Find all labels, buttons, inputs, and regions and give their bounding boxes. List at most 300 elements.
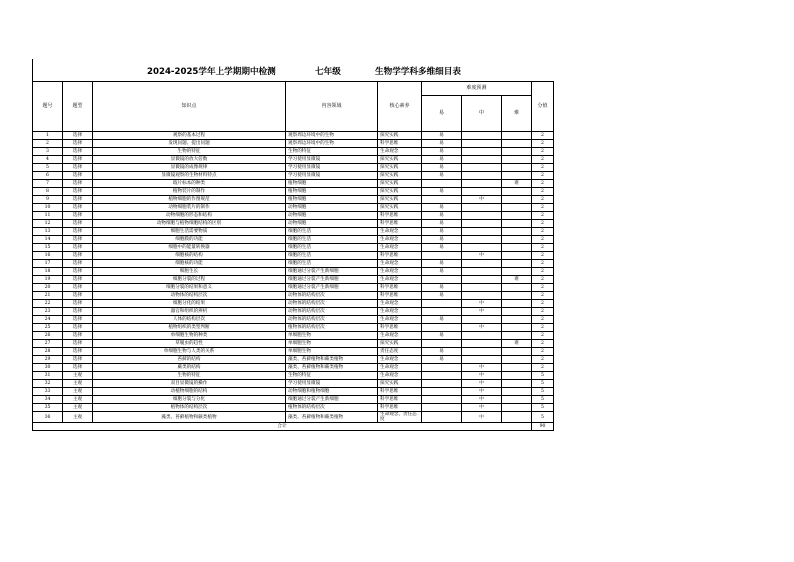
- cell-hard: [502, 252, 532, 260]
- cell-domain: 动物细胞: [286, 212, 378, 220]
- title-school-year: 2024-2025学年上学期期中检测: [147, 67, 276, 77]
- cell-hard: [502, 316, 532, 324]
- cell-score: 2: [532, 140, 554, 148]
- cell-score: 2: [532, 356, 554, 364]
- cell-score: 2: [532, 276, 554, 284]
- table-row: [33, 148, 554, 156]
- table-row: [33, 404, 554, 412]
- cell-easy: [422, 364, 462, 372]
- cell-literacy: 生命观念: [378, 260, 422, 268]
- cell-score: 5: [532, 396, 554, 404]
- cell-knowledge: 显微镜的放大倍数: [93, 156, 286, 164]
- cell-score: 5: [532, 388, 554, 396]
- cell-domain: 动物细胞: [286, 220, 378, 228]
- cell-num: 29: [33, 356, 63, 364]
- cell-hard: [502, 268, 532, 276]
- cell-hard: [502, 396, 532, 404]
- cell-knowledge: 细胞分化的结果: [93, 300, 286, 308]
- table-row: [33, 340, 554, 348]
- cell-literacy: 探究实践: [378, 380, 422, 388]
- table-row: [33, 364, 554, 372]
- cell-num: 35: [33, 404, 63, 412]
- table-row: [33, 332, 554, 340]
- cell-hard: [502, 332, 532, 340]
- table-row: [33, 348, 554, 356]
- cell-score: 5: [532, 380, 554, 388]
- cell-num: 31: [33, 372, 63, 380]
- cell-score: 2: [532, 196, 554, 204]
- cell-num: 17: [33, 260, 63, 268]
- cell-domain: 藻类、苔藓植物和蕨类植物: [286, 412, 378, 423]
- cell-type: 选择: [63, 316, 93, 324]
- cell-domain: 学习使用显微镜: [286, 164, 378, 172]
- cell-domain: 动物体的结构层次: [286, 300, 378, 308]
- cell-knowledge: 器官和组织的辨析: [93, 308, 286, 316]
- cell-type: 主观: [63, 372, 93, 380]
- cell-literacy: 生命观念: [378, 308, 422, 316]
- table-row: [33, 276, 554, 284]
- cell-easy: [422, 412, 462, 423]
- cell-medium: [462, 164, 502, 172]
- cell-type: 主观: [63, 412, 93, 423]
- cell-domain: 生物的特征: [286, 148, 378, 156]
- cell-num: 22: [33, 300, 63, 308]
- cell-medium: [462, 316, 502, 324]
- cell-hard: [502, 156, 532, 164]
- cell-easy: 易: [422, 212, 462, 220]
- cell-literacy: 生命观念: [378, 332, 422, 340]
- cell-domain: 植物体的结构层次: [286, 404, 378, 412]
- cell-hard: [502, 236, 532, 244]
- cell-domain: 学习使用显微镜: [286, 156, 378, 164]
- cell-type: 选择: [63, 292, 93, 300]
- table-row: [33, 228, 554, 236]
- cell-literacy: 科学思维: [378, 252, 422, 260]
- cell-medium: [462, 132, 502, 140]
- cell-score: 2: [532, 164, 554, 172]
- cell-hard: [502, 244, 532, 252]
- table-row: [33, 244, 554, 252]
- cell-easy: 易: [422, 140, 462, 148]
- spec-sheet: [32, 64, 553, 431]
- cell-hard: [502, 348, 532, 356]
- cell-easy: 易: [422, 284, 462, 292]
- cell-score: 2: [532, 284, 554, 292]
- cell-score: 2: [532, 364, 554, 372]
- title-row: [32, 64, 553, 81]
- cell-medium: [462, 188, 502, 196]
- cell-literacy: 生命观念: [378, 300, 422, 308]
- cell-hard: [502, 204, 532, 212]
- cell-domain: 细胞通过分裂产生新细胞: [286, 276, 378, 284]
- cell-medium: 中: [462, 372, 502, 380]
- table-row: [33, 212, 554, 220]
- table-row: [33, 180, 554, 188]
- cell-knowledge: 植物装片的制作: [93, 188, 286, 196]
- header-medium: 中: [462, 96, 502, 132]
- cell-hard: [502, 284, 532, 292]
- cell-type: 主观: [63, 396, 93, 404]
- cell-literacy: 探究实践: [378, 196, 422, 204]
- cell-num: 14: [33, 236, 63, 244]
- cell-knowledge: 植物细胞的作图规范: [93, 196, 286, 204]
- cell-easy: [422, 396, 462, 404]
- cell-num: 36: [33, 412, 63, 423]
- cell-num: 28: [33, 348, 63, 356]
- cell-hard: 难: [502, 180, 532, 188]
- cell-easy: 易: [422, 228, 462, 236]
- cell-num: 30: [33, 364, 63, 372]
- cell-score: 2: [532, 260, 554, 268]
- cell-domain: 观察周边环境中的生物: [286, 140, 378, 148]
- cell-literacy: 生命观念: [378, 148, 422, 156]
- cell-type: 选择: [63, 284, 93, 292]
- cell-medium: 中: [462, 196, 502, 204]
- cell-literacy: 探究实践: [378, 172, 422, 180]
- cell-easy: [422, 300, 462, 308]
- cell-literacy: 生命观念: [378, 372, 422, 380]
- cell-domain: 细胞的生活: [286, 260, 378, 268]
- cell-score: 2: [532, 324, 554, 332]
- cell-medium: [462, 140, 502, 148]
- cell-score: 2: [532, 244, 554, 252]
- header-difficulty: 难度预测: [422, 82, 532, 96]
- cell-domain: 动物细胞: [286, 204, 378, 212]
- cell-knowledge: 细胞分裂的过程: [93, 276, 286, 284]
- cell-num: 3: [33, 148, 63, 156]
- cell-easy: 易: [422, 188, 462, 196]
- cell-type: 选择: [63, 140, 93, 148]
- cell-literacy: 探究实践: [378, 156, 422, 164]
- cell-type: 选择: [63, 356, 93, 364]
- table-row: [33, 372, 554, 380]
- cell-score: 2: [532, 300, 554, 308]
- header-num: 题号: [33, 82, 63, 132]
- cell-domain: 动物体的结构层次: [286, 308, 378, 316]
- cell-knowledge: 动物细胞与植物细胞结构的区别: [93, 220, 286, 228]
- cell-medium: 中: [462, 300, 502, 308]
- cell-medium: [462, 212, 502, 220]
- cell-score: 2: [532, 332, 554, 340]
- cell-score: 2: [532, 228, 554, 236]
- table-row: [33, 396, 554, 404]
- cell-type: 选择: [63, 212, 93, 220]
- spec-table: [32, 81, 554, 431]
- cell-medium: 中: [462, 308, 502, 316]
- table-row: [33, 284, 554, 292]
- cell-domain: 藻类、苔藓植物和蕨类植物: [286, 364, 378, 372]
- cell-type: 选择: [63, 172, 93, 180]
- cell-num: 12: [33, 220, 63, 228]
- cell-hard: [502, 388, 532, 396]
- cell-domain: 细胞通过分裂产生新细胞: [286, 284, 378, 292]
- cell-easy: 易: [422, 164, 462, 172]
- cell-num: 32: [33, 380, 63, 388]
- table-row: [33, 260, 554, 268]
- cell-score: 2: [532, 348, 554, 356]
- table-row: [33, 308, 554, 316]
- table-row: [33, 268, 554, 276]
- cell-num: 23: [33, 308, 63, 316]
- cell-medium: 中: [462, 380, 502, 388]
- cell-medium: 中: [462, 364, 502, 372]
- table-row: [33, 316, 554, 324]
- cell-medium: [462, 148, 502, 156]
- cell-easy: 易: [422, 260, 462, 268]
- cell-type: 选择: [63, 340, 93, 348]
- cell-easy: 易: [422, 316, 462, 324]
- cell-knowledge: 动物细胞的形态和结构: [93, 212, 286, 220]
- cell-score: 2: [532, 180, 554, 188]
- cell-medium: [462, 180, 502, 188]
- cell-medium: [462, 284, 502, 292]
- table-row: [33, 140, 554, 148]
- cell-knowledge: 玻片标本的种类: [93, 180, 286, 188]
- cell-domain: 单细胞生物: [286, 348, 378, 356]
- cell-knowledge: 生物的特征: [93, 148, 286, 156]
- cell-knowledge: 发现问题、提出问题: [93, 140, 286, 148]
- cell-medium: [462, 172, 502, 180]
- cell-literacy: 生命观念: [378, 236, 422, 244]
- header-easy: 易: [422, 96, 462, 132]
- cell-num: 33: [33, 388, 63, 396]
- cell-easy: 易: [422, 348, 462, 356]
- cell-knowledge: 蕨类的结构: [93, 364, 286, 372]
- cell-score: 2: [532, 204, 554, 212]
- cell-hard: [502, 228, 532, 236]
- cell-num: 25: [33, 324, 63, 332]
- table-row: [33, 156, 554, 164]
- cell-medium: [462, 332, 502, 340]
- cell-num: 6: [33, 172, 63, 180]
- cell-literacy: 科学思维: [378, 212, 422, 220]
- cell-domain: 细胞的生活: [286, 252, 378, 260]
- table-row: [33, 412, 554, 423]
- cell-medium: [462, 260, 502, 268]
- cell-num: 26: [33, 332, 63, 340]
- cell-easy: 易: [422, 236, 462, 244]
- cell-easy: [422, 380, 462, 388]
- cell-hard: [502, 148, 532, 156]
- cell-hard: [502, 404, 532, 412]
- cell-type: 选择: [63, 308, 93, 316]
- cell-easy: [422, 276, 462, 284]
- cell-domain: 单细胞生物: [286, 340, 378, 348]
- cell-domain: 藻类、苔藓植物和蕨类植物: [286, 356, 378, 364]
- title-subject: 生物学学科多维细目表: [375, 67, 461, 77]
- cell-knowledge: 动物细胞装片的制作: [93, 204, 286, 212]
- cell-num: 19: [33, 276, 63, 284]
- cell-type: 选择: [63, 268, 93, 276]
- table-row: [33, 380, 554, 388]
- cell-domain: 细胞通过分裂产生新细胞: [286, 396, 378, 404]
- cell-score: 2: [532, 252, 554, 260]
- cell-knowledge: 细胞核的结构: [93, 252, 286, 260]
- cell-type: 主观: [63, 388, 93, 396]
- cell-num: 4: [33, 156, 63, 164]
- cell-easy: [422, 252, 462, 260]
- total-score: 90: [532, 423, 554, 431]
- cell-knowledge: 细胞核的功能: [93, 260, 286, 268]
- cell-domain: 学习使用显微镜: [286, 172, 378, 180]
- cell-type: 选择: [63, 276, 93, 284]
- cell-score: 2: [532, 156, 554, 164]
- cell-easy: [422, 388, 462, 396]
- cell-type: 选择: [63, 300, 93, 308]
- cell-literacy: 科学思维: [378, 220, 422, 228]
- cell-num: 2: [33, 140, 63, 148]
- header-literacy: 核心素养: [378, 82, 422, 132]
- cell-hard: [502, 132, 532, 140]
- cell-score: 2: [532, 308, 554, 316]
- cell-type: 选择: [63, 332, 93, 340]
- cell-domain: 细胞的生活: [286, 236, 378, 244]
- cell-medium: 中: [462, 396, 502, 404]
- cell-hard: [502, 292, 532, 300]
- cell-type: 主观: [63, 380, 93, 388]
- cell-num: 15: [33, 244, 63, 252]
- cell-knowledge: 草履虫的趋性: [93, 340, 286, 348]
- cell-score: 2: [532, 132, 554, 140]
- cell-easy: 易: [422, 332, 462, 340]
- cell-type: 选择: [63, 228, 93, 236]
- cell-domain: 学习使用显微镜: [286, 380, 378, 388]
- cell-hard: [502, 164, 532, 172]
- cell-domain: 单细胞生物: [286, 332, 378, 340]
- cell-num: 20: [33, 284, 63, 292]
- cell-easy: [422, 324, 462, 332]
- cell-literacy: 探究实践: [378, 164, 422, 172]
- cell-easy: 易: [422, 244, 462, 252]
- cell-type: 主观: [63, 404, 93, 412]
- cell-knowledge: 单细胞生物的种类: [93, 332, 286, 340]
- cell-num: 13: [33, 228, 63, 236]
- cell-num: 24: [33, 316, 63, 324]
- cell-literacy: 科学思维: [378, 292, 422, 300]
- cell-type: 选择: [63, 244, 93, 252]
- cell-literacy: 生命观念: [378, 244, 422, 252]
- cell-easy: 易: [422, 172, 462, 180]
- cell-num: 18: [33, 268, 63, 276]
- cell-type: 选择: [63, 132, 93, 140]
- cell-domain: 动物体的结构层次: [286, 316, 378, 324]
- cell-type: 选择: [63, 252, 93, 260]
- cell-score: 2: [532, 340, 554, 348]
- cell-easy: 易: [422, 268, 462, 276]
- cell-medium: [462, 156, 502, 164]
- cell-domain: 观察周边环境中的生物: [286, 132, 378, 140]
- cell-knowledge: 单细胞生物与人类的关系: [93, 348, 286, 356]
- cell-medium: 中: [462, 252, 502, 260]
- table-row: [33, 356, 554, 364]
- cell-easy: 易: [422, 204, 462, 212]
- cell-num: 10: [33, 204, 63, 212]
- table-row: [33, 164, 554, 172]
- cell-medium: [462, 340, 502, 348]
- cell-medium: [462, 348, 502, 356]
- cell-literacy: 探究实践: [378, 340, 422, 348]
- cell-score: 2: [532, 148, 554, 156]
- cell-knowledge: 细胞生活需要物质: [93, 228, 286, 236]
- cell-domain: 动物体的结构层次: [286, 292, 378, 300]
- cell-score: 2: [532, 220, 554, 228]
- cell-medium: [462, 244, 502, 252]
- header-score: 分值: [532, 82, 554, 132]
- cell-medium: [462, 204, 502, 212]
- cell-easy: [422, 180, 462, 188]
- cell-domain: 植物细胞: [286, 188, 378, 196]
- cell-type: 选择: [63, 164, 93, 172]
- cell-easy: 易: [422, 132, 462, 140]
- cell-medium: [462, 220, 502, 228]
- cell-literacy: 生命观念: [378, 268, 422, 276]
- cell-hard: [502, 300, 532, 308]
- cell-literacy: 科学思维: [378, 140, 422, 148]
- cell-medium: [462, 236, 502, 244]
- header-type: 题型: [63, 82, 93, 132]
- cell-num: 5: [33, 164, 63, 172]
- cell-domain: 动物细胞和植物细胞: [286, 388, 378, 396]
- table-row: [33, 252, 554, 260]
- table-row: [33, 292, 554, 300]
- cell-hard: [502, 260, 532, 268]
- table-row: [33, 300, 554, 308]
- table-row: [33, 236, 554, 244]
- table-body: [33, 132, 554, 423]
- cell-literacy: 科学思维: [378, 404, 422, 412]
- header-domain: 内容领域: [286, 82, 378, 132]
- cell-num: 1: [33, 132, 63, 140]
- cell-literacy: 责任态度: [378, 348, 422, 356]
- cell-score: 2: [532, 188, 554, 196]
- cell-knowledge: 藻类、苔藓植物和蕨类植物: [93, 412, 286, 423]
- total-label: 合计: [33, 423, 532, 431]
- cell-hard: [502, 372, 532, 380]
- cell-type: 选择: [63, 180, 93, 188]
- cell-type: 选择: [63, 236, 93, 244]
- cell-knowledge: 动植物细胞的结构: [93, 388, 286, 396]
- cell-num: 34: [33, 396, 63, 404]
- cell-easy: [422, 404, 462, 412]
- cell-medium: [462, 292, 502, 300]
- cell-domain: 植物体的结构层次: [286, 324, 378, 332]
- cell-literacy: 科学思维: [378, 388, 422, 396]
- cell-literacy: 探究实践: [378, 204, 422, 212]
- cell-score: 2: [532, 172, 554, 180]
- cell-hard: [502, 188, 532, 196]
- cell-literacy: 科学思维: [378, 396, 422, 404]
- cell-type: 选择: [63, 220, 93, 228]
- cell-score: 5: [532, 412, 554, 423]
- cell-score: 5: [532, 372, 554, 380]
- table-row: [33, 204, 554, 212]
- cell-knowledge: 苔藓的结构: [93, 356, 286, 364]
- cell-hard: [502, 364, 532, 372]
- cell-medium: [462, 356, 502, 364]
- cell-medium: 中: [462, 404, 502, 412]
- title-grade: 七年级: [315, 67, 341, 77]
- cell-hard: [502, 172, 532, 180]
- table-row: [33, 132, 554, 140]
- cell-easy: [422, 340, 462, 348]
- table-row: [33, 188, 554, 196]
- cell-literacy: 科学思维: [378, 284, 422, 292]
- cell-easy: 易: [422, 356, 462, 364]
- cell-knowledge: 人体的结构层次: [93, 316, 286, 324]
- cell-knowledge: 细胞膜的功能: [93, 236, 286, 244]
- cell-easy: 易: [422, 156, 462, 164]
- cell-hard: 难: [502, 340, 532, 348]
